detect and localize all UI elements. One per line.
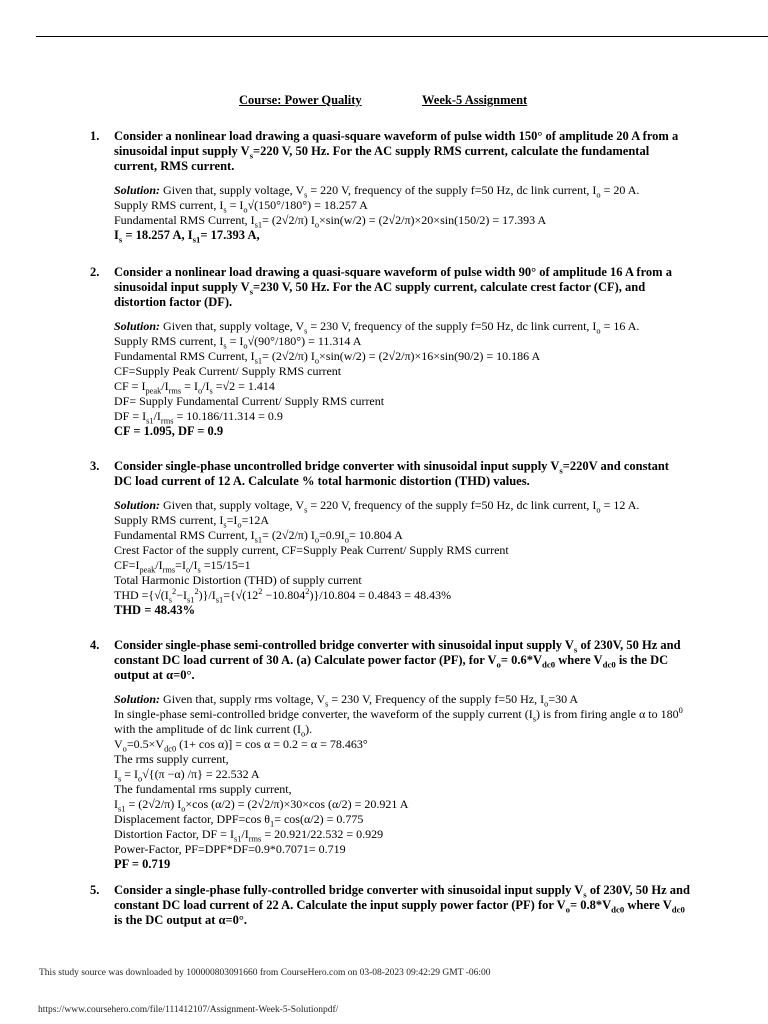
- solution-label: Solution:: [114, 183, 164, 197]
- solution-line: Displacement factor, DPF=cos $\theta_1= \cos(\alpha/2) = 0.775$: [114, 812, 364, 829]
- week-title: Week-5 Assignment: [422, 93, 528, 107]
- question-1: [90, 129, 690, 243]
- question-text: 4. Consider single-phase semi-controlled bridge converter with sinusoidal input supply $V_s$ of 230V, 50 Hz and constant DC load current of 30 A. (a) Calculate power factor (PF), for $V_o= 0.6*V_{dc0}$ where $V_{dc0}$ is the DC output at α=0°.: [90, 638, 681, 682]
- question-5: [90, 883, 690, 928]
- solution-line: Power-Factor, PF=DPF*DF=0.9*0.7071= 0.719: [114, 842, 346, 856]
- source-url[interactable]: https://www.coursehero.com/file/111412107/Assignment-Week-5-Solutionpdf/: [38, 1005, 339, 1015]
- solution-line: $V_o=0.5\times V_{dc0}$ (1+ cos α)] = cos α = 0.2 = α = 78.463°: [114, 737, 368, 754]
- question-number: 5.: [90, 883, 100, 897]
- solution-line: $CF=I_{peak}/I_{rms}=I_o/I_s =15/15=1$: [114, 558, 251, 575]
- download-note: This study source was downloaded by 100000803091660 from CourseHero.com on 03-08-2023 09:42:29 GMT -06:00: [39, 968, 491, 978]
- solution-line: Distortion Factor, DF = $I_{s1}/I_{rms} = 20.921/22.532 = 0.929$: [114, 827, 384, 844]
- question-text: 1. Consider a nonlinear load drawing a quasi-square waveform of pulse width 150° of amplitude 20 A from a sinusoidal input supply $V_s=220$ V, 50 Hz. For the AC supply RMS current, calculate the fundamental current, RMS current.: [90, 129, 679, 173]
- final-answer: THD = 48.43%: [114, 603, 196, 617]
- solution-line: Solution: Given that, supply voltage, $V_s = 220$ V, frequency of the supply f=50 Hz, dc link current, $I_o = 12$ A.: [114, 498, 640, 515]
- question-text: 2. Consider a nonlinear load drawing a quasi-square waveform of pulse width 90° of amplitude 16 A from a sinusoidal input supply $V_s=230$ V, 50 Hz. For the AC supply current, calculate crest factor (CF), and distortion factor (DF).: [90, 265, 672, 309]
- solution: [114, 692, 690, 872]
- solution-line: Fundamental RMS Current, $I_{s1}= (2√2/\pi)$ $I_o=0.9I_o= 10.804$ A: [114, 528, 403, 545]
- solution-line: In single-phase semi-controlled bridge converter, the waveform of the supply current $(I_s)$ is from firing angle α to $180^0$ with the amplitude of dc link current $(I_o)$.: [114, 706, 683, 739]
- solution-line: $I_{s1} = (2√2/\pi)$ $I_o\times\cos$ (α/2) = (2√2/π)×30×cos (α/2) = 20.921 A: [114, 797, 409, 814]
- solution: [114, 183, 690, 243]
- question-3: [90, 459, 690, 618]
- solution: [114, 319, 690, 439]
- solution-line: CF = $I_{peak}/I_{rms} = I_o/I_s =√2 = 1.414$: [114, 379, 275, 396]
- solution-line: Supply RMS current, $I_s = I_o√(90^\circ/180^\circ) = 11.314$ A: [114, 334, 362, 351]
- solution-line: Solution: Given that, supply voltage, $V_s = 230$ V, frequency of the supply f=50 Hz, dc link current, $I_o = 16$ A.: [114, 319, 640, 336]
- final-answer: CF = 1.095, DF = 0.9: [114, 424, 224, 438]
- solution-line: Supply RMS current, $I_s = I_o√(150^\circ/180^\circ) = 18.257$ A: [114, 198, 368, 215]
- question-number: 4.: [90, 638, 100, 652]
- question-number: 1.: [90, 129, 100, 143]
- question-4: [90, 638, 690, 872]
- solution-line: Solution: Given that, supply voltage, $V_s = 220$ V, frequency of the supply f=50 Hz, dc link current, $I_o = 20$ A.: [114, 183, 640, 200]
- question-text: 5. Consider a single-phase fully-controlled bridge converter with sinusoidal input supply $V_s$ of 230V, 50 Hz and constant DC load current of 22 A. Calculate the input supply power factor (PF) for $V_o= 0.8*V_{dc0}$ where $V_{dc0}$ is the DC output at α=0°.: [90, 883, 690, 927]
- solution-line: THD $=\{√(I_s^2-I_{s1}^2)\}/I_{s1}=\{√(12^2 -10.804^2)\}/10.804 = 0.4843 = 48.43\%$: [114, 587, 452, 605]
- question-2: [90, 265, 690, 439]
- question-text: 3. Consider single-phase uncontrolled bridge converter with sinusoidal input supply $V_s=220V$ and constant DC load current of 12 A. Calculate % total harmonic distortion (THD) values.: [90, 459, 669, 488]
- course-title: Course: Power Quality: [239, 93, 362, 107]
- question-number: 2.: [90, 265, 100, 279]
- solution-line: The rms supply current,: [114, 752, 229, 766]
- final-answer: $I_s = 18.257$ A, $I_{s1}= 17.393$ A,: [114, 228, 260, 245]
- solution-line: Supply RMS current, $I_s=I_o=12A$: [114, 513, 269, 530]
- solution-line: Fundamental RMS Current, $I_{s1}= (2√2/\pi) I_o\times\sin(w/2) = (2√2/\pi)\times 20\times\sin(150/2) = 17.393$ A: [114, 213, 547, 230]
- solution: [114, 498, 690, 618]
- question-number: 3.: [90, 459, 100, 473]
- top-rule: [36, 36, 768, 37]
- solution-line: The fundamental rms supply current,: [114, 782, 292, 796]
- final-answer: PF = 0.719: [114, 857, 171, 871]
- solution-line: CF=Supply Peak Current/ Supply RMS current: [114, 364, 342, 378]
- solution-line: Fundamental RMS Current, $I_{s1}= (2√2/\pi) I_o\times\sin(w/2) = (2√2/\pi)\times 16\times\sin(90/2) = 10.186$ A: [114, 349, 541, 366]
- solution-line: DF = $I_{s1}/I_{rms} = 10.186/11.314 = 0.9$: [114, 409, 283, 426]
- solution-line: Total Harmonic Distortion (THD) of supply current: [114, 573, 362, 587]
- solution-label: Solution:: [114, 692, 164, 706]
- solution-line: Crest Factor of the supply current, CF=Supply Peak Current/ Supply RMS current: [114, 543, 509, 557]
- solution-line: $I_s = I_o√\{(\pi -\alpha) /\pi\} = 22.532$ A: [114, 767, 260, 784]
- solution-line: DF= Supply Fundamental Current/ Supply RMS current: [114, 394, 385, 408]
- solution-line: Solution: Given that, supply rms voltage, $V_s = 230$ V, Frequency of the supply f=50 Hz, $I_o=30$ A: [114, 692, 579, 709]
- solution-label: Solution:: [114, 319, 164, 333]
- solution-label: Solution:: [114, 498, 164, 512]
